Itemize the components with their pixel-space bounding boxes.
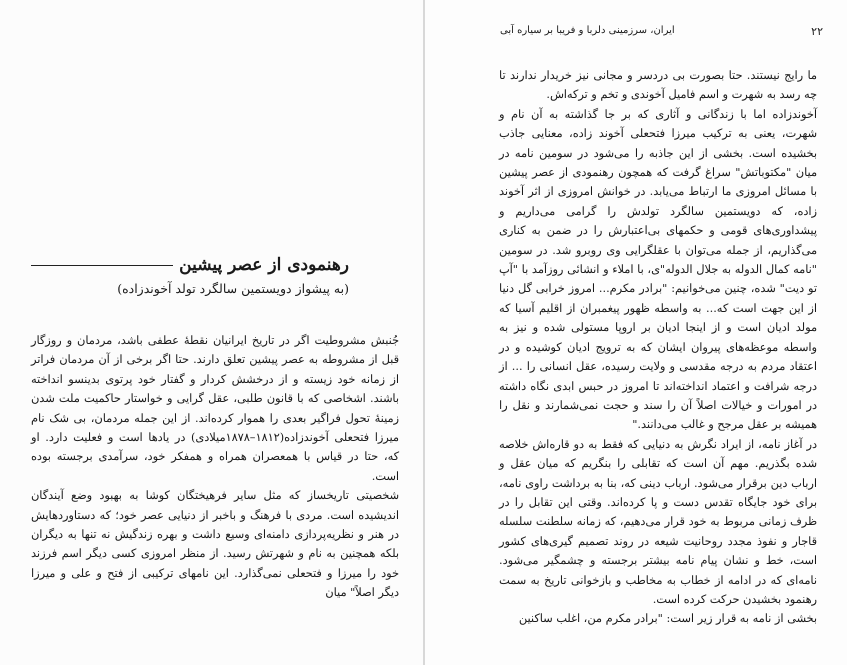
- chapter-heading: [31, 255, 349, 296]
- paragraph: شخصیتی تاریخساز که مثل سایر فرهیختگان کوشا به بهبود وضع آیندگان اندیشیده است. مردی با فرهنگ و باخبر از دنیایی عصر خود؛ که دستاوردهایش در هنر و نظریه‌پردازی دامنه‌ای وسیع داشت و بهره زندگیش نه تنها به دیگران بلکه همچنین به نام و شهرتش رسید. از منظر امروزی کسی دیگر اسم فرزند خود را میرزا و فتحعلی نمی‌گذارد. این نامهای ترکیبی از فتح و علی و میرزا دیگر اصلاً" میان: [31, 489, 399, 600]
- page-header: [500, 25, 823, 41]
- right-page: [425, 0, 847, 665]
- page-number: ۲۲: [811, 25, 823, 38]
- right-page-body: [499, 66, 817, 629]
- paragraph: در آغاز نامه، از ایراد نگرش به دنیایی که فقط به دو قاره‌اش خلاصه شده بگذریم. مهم آن است که تقابلی را بنگریم که میان عقل و ارباب دین برقرار می‌شود. ارباب دینی که، بنا به برداشت راوی نامه، برای خود جایگاه تقدس دست و پا کرده‌اند. وقتی این تقابل را در ظرف زمانی مربوط به خود قرار می‌دهیم، که زمانه سلطنت سلسله قاجار و نفوذ مجدد روحانیت شیعه در روند تصمیم گیری‌های کشور است، خط و نشان پیام نامه بیشتر برجسته و چشمگیر می‌شود. نامه‌ای که در ادامه از خطاب به مخاطب و بازخوانی تاریخ به سمت رهنمود بخشیدن حرکت کرده است.: [499, 437, 817, 606]
- paragraph: ما رایج نیستند. حتا بصورت بی دردسر و مجانی نیز خریدار ندارند تا چه رسد به شهرت و اسم فامیل آخوندی و تخم و ترکه‌اش.: [499, 69, 817, 102]
- chapter-title: رهنمودی از عصر پیشین: [179, 255, 349, 275]
- paragraph: بخشی از نامه به قرار زیر است: "برادر مکرم من، اغلب ساکنین: [518, 612, 817, 626]
- running-title: ایران، سرزمینی دلربا و فریبا بر سیاره آبی: [500, 25, 675, 36]
- chapter-subtitle: (به پیشواز دویستمین سالگرد تولد آخوندزاده): [117, 281, 349, 296]
- left-page-body: [31, 331, 399, 603]
- paragraph: آخوندزاده اما با زندگانی و آثاری که بر جا گذاشته به آن نام و شهرت، یعنی به ترکیب میرزا فتحعلی آخوند زاده، معنایی جاذب بخشیده است. بخشی از این جاذبه را می‌شود در سومین نامه در میان "مکتوباتش" سراغ گرفت که همچون رهنمودی از عصر پیشین با مسائل امروزی ما ارتباط می‌یابد. در خوانش امروزی از اثر آخوند زاده، که دویستمین سالگرد تولدش را گرامی می‌داریم و پیشداوری‌های قومی و حکمهای بی‌اعتبارش را در ضمن به کناری می‌گذاریم، از جمله می‌توان با عقلگرایی وی روبرو شد. در سومین "نامه کمال الدوله به جلال الدوله"ی، با املاء و انشائی روزآمد با "آپ تو دیت" شده، چنین می‌خوانیم: "برادر مکرم... امروز خرابی گل دنیا از این جهت است که... به واسطه ظهور پیغمبران از اقلیم آسیا که مولد ادیان است و از اینجا ادیان بر اروپا مستولی شده و نیز به واسطه موعظه‌های پیروان ایشان که به ترویج ادیان کوشیده و در اعتقاد مردم به درجه مقدسی و ولایت رسیده، عقل انسانی را ... از درجه شرافت و اعتماد انداخته‌اند تا امروز در حبس ابدی نگاه داشته در امورات و خیالات اصلاً آن را سند و حجت نمی‌شمارند و نقل را همیشه بر عقل مرجح و غالب می‌دانند.": [499, 107, 817, 432]
- title-rule: [31, 265, 173, 266]
- paragraph: جُنبش مشروطیت اگر در تاریخ ایرانیان نقطهٔ عطفی باشد، مردمان و روزگار قبل از مشروطه به عصر پیشین تعلق دارند. حتا اگر برخی از آن مردمان فراتر از زمانه خود زیسته و از درخشش کردار و گفتار خود پرتوی بدینسو انداخته باشند. اشخاصی که با قانون طلبی، عقل گرایی و خواستار حاکمیت ملت شدن زمینهٔ تحول فراگیر بعدی را هموار کرده‌اند. از این جمله مردمان، بی شک نام میرزا فتحعلی آخوندزاده(۱۸۱۲–۱۸۷۸میلادی) در یادها است و فعلیت دارد. او که، حتا در قیاس با همعصران همراه و همفکر خود، سرآمدی برجسته بوده است.: [31, 334, 399, 483]
- chapter-title-row: [31, 255, 349, 275]
